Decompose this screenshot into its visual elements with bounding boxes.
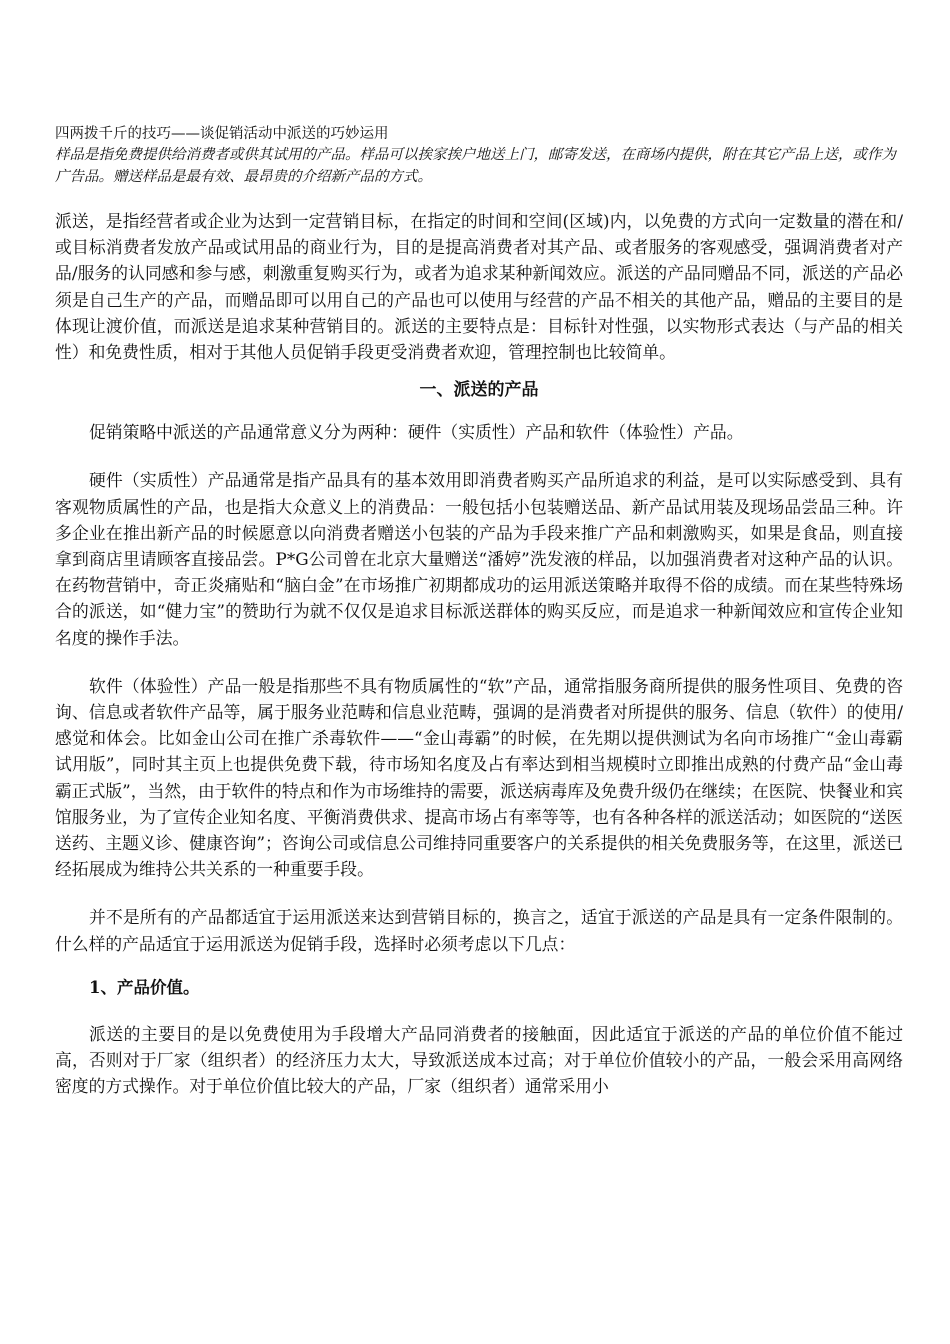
- paragraph-product-value: 派送的主要目的是以免费使用为手段增大产品同消费者的接触面，因此适宜于派送的产品的单位价值不能过高，否则对于厂家（组织者）的经济压力太大，导致派送成本过高；对于单位价值较小的产品，一般会采用高网络密度的方式操作。对于单位价值比较大的产品，厂家（组织者）通常采用小: [55, 1023, 903, 1097]
- paragraph-definition: 派送，是指经营者或企业为达到一定营销目标，在指定的时间和空间(区域)内，以免费的方式向一定数量的潜在和/或目标消费者发放产品或试用品的商业行为，目的是提高消费者对其产品、或者服务的客观感受，强调消费者对产品/服务的认同感和参与感，刺激重复购买行为，或者为追求某种新闻效应。派送的产品同赠品不同，派送的产品必须是自己生产的产品，而赠品即可以用自己的产品也可以使用与经营的产品不相关的其他产品，赠品的主要目的是体现让渡价值，而派送是追求某种营销目的。派送的主要特点是：目标针对性强，以实物形式表达（与产品的相关性）和免费性质，相对于其他人员促销手段更受消费者欢迎，管理控制也比较简单。: [55, 211, 903, 363]
- paragraph-software-products: 软件（体验性）产品一般是指那些不具有物质属性的“软”产品，通常指服务商所提供的服务性项目、免费的咨询、信息或者软件产品等，属于服务业范畴和信息业范畴，强调的是消费者对所提供的服务、信息（软件）的使用/感觉和体会。比如金山公司在推广杀毒软件——“金山毒霸”的时候，在先期以提供测试为名向市场推广“金山毒霸试用版”，同时其主页上也提供免费下载，待市场知名度及占有率达到相当规模时立即推出成熟的付费产品“金山毒霸正式版”，当然，由于软件的特点和作为市场维持的需要，派送病毒库及免费升级仍在继续；在医院、快餐业和宾馆服务业，为了宣传企业知名度、平衡消费供求、提高市场占有率等等，也有各种各样的派送活动；如医院的“送医送药、主题义诊、健康咨询”；咨询公司或信息公司维持同重要客户的关系提供的相关免费服务等，在这里，派送已经拓展成为维持公共关系的一种重要手段。: [55, 675, 903, 880]
- document-title: 四两拨千斤的技巧——谈促销活动中派送的巧妙运用: [55, 126, 389, 142]
- section-heading-products: 一、派送的产品: [419, 380, 539, 401]
- paragraph-hardware-products: 硬件（实质性）产品通常是指产品具有的基本效用即消费者购买产品所追求的利益，是可以实际感受到、具有客观物质属性的产品，也是指大众意义上的消费品：一般包括小包装赠送品、新产品试用装及现场品尝品三种。许多企业在推出新产品的时候愿意以向消费者赠送小包装的产品为手段来推广产品和刺激购买，如果是食品，则直接拿到商店里请顾客直接品尝。P*G公司曾在北京大量赠送“潘婷”洗发液的样品，以加强消费者对这种产品的认识。在药物营销中，奇正炎痛贴和“脑白金”在市场推广初期都成功的运用派送策略并取得不俗的成绩。而在某些特殊场合的派送，如“健力宝”的赞助行为就不仅仅是追求目标派送群体的购买反应，而是追求一种新闻效应和宣传企业知名度的操作手法。: [55, 470, 903, 648]
- paragraph-two-types: 促销策略中派送的产品通常意义分为两种：硬件（实质性）产品和软件（体验性）产品。: [89, 422, 744, 443]
- intro-italic-text: 样品是指免费提供给消费者或供其试用的产品。样品可以挨家挨户地送上门，邮寄发送，在商场内提供，附在其它产品上送，或作为广告品。赠送样品是最有效、最昂贵的介绍新产品的方式。: [55, 147, 896, 185]
- subsection-heading-product-value: 1、产品价值。: [89, 977, 200, 997]
- paragraph-selection-criteria: 并不是所有的产品都适宜于运用派送来达到营销目标的，换言之，适宜于派送的产品是具有一定条件限制的。什么样的产品适宜于运用派送为促销手段，选择时必须考虑以下几点：: [55, 907, 903, 954]
- document-page: [55, 124, 903, 1099]
